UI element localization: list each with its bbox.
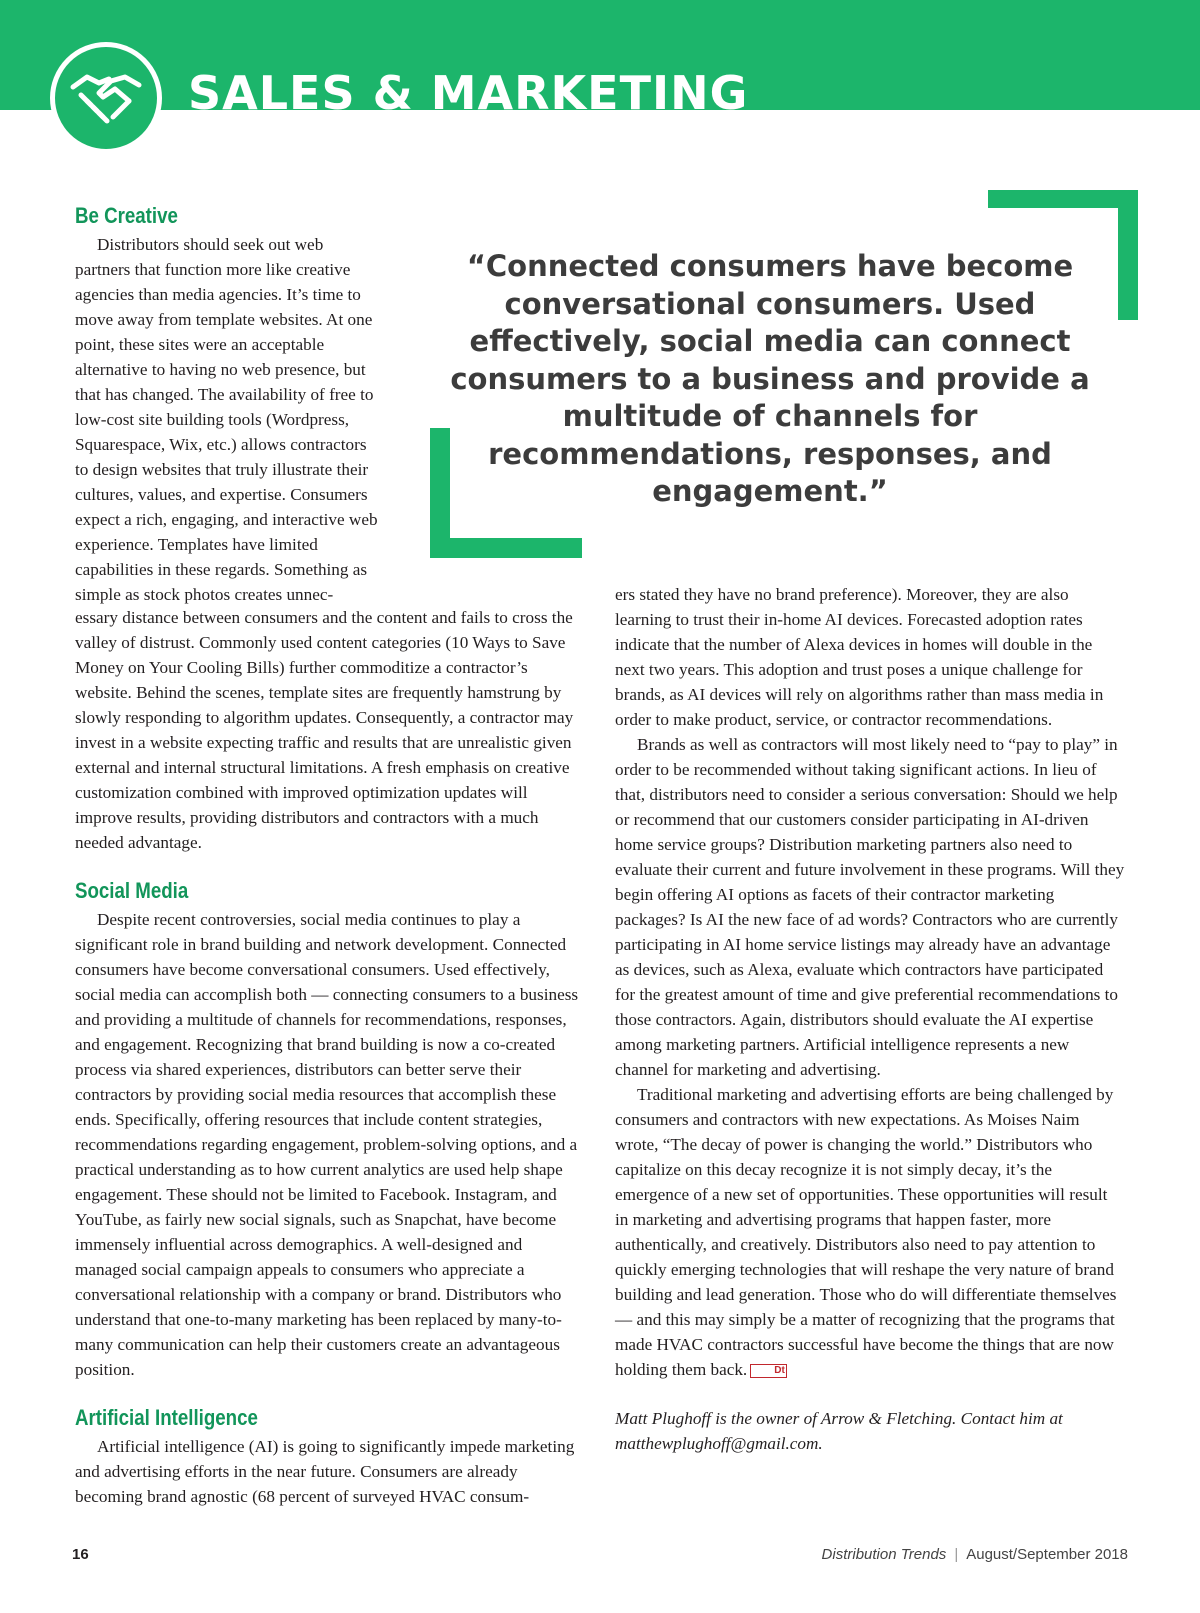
end-mark-dt: Dt xyxy=(750,1364,787,1378)
footer-publication xyxy=(822,1546,1128,1563)
body-paragraph: Distributors should seek out web partners that function more like creative agencies than media agencies. It’s time to move away from template websites. At one point, these sites were an acceptable alternative to having no web presence, but that has changed. The availability of free to low-cost site building tools (Wordpress, Squarespace, Wix, etc.) allows contractors to design websites that truly illustrate their cultures, values, and expertise. Consumers expect a rich, engaging, and interactive web experience. Templates have limited capabilities in these regards. Something as simple as stock photos creates unnec- xyxy=(75,235,378,604)
quote-bracket-top xyxy=(1118,190,1138,320)
body-paragraph: Artificial intelligence (AI) is going to significantly impede marketing and advertising efforts in the near future. Consumers are already becoming brand agnostic (68 percent of surveyed HVAC consum- xyxy=(75,1437,575,1506)
footer-separator: | xyxy=(954,1546,959,1563)
pull-quote: “Connected consumers have become conversational consumers. Used effectively, social media can connect consumers to a business and provide a multitude of channels for recommendations, responses, and engagement.” xyxy=(450,249,1090,508)
body-paragraph: ers stated they have no brand preference). Moreover, they are also learning to trust their in-home AI devices. Forecasted adoption rates indicate that the number of Alexa devices in homes will double in the next two years. This adoption and trust poses a unique challenge for brands, as AI devices will rely on algorithms rather than mass media in order to make product, service, or contractor recommendations. xyxy=(615,585,1104,729)
left-column-bottom xyxy=(75,605,585,1509)
body-paragraph: Despite recent controversies, social media continues to play a significant role in brand building and network development. Connected consumers have become conversational consumers. Used effectively, social media can accomplish both — connecting consumers to a business and providing a multitude of channels for recommendations, responses, and engagement. Recognizing that brand building is now a co-created process via shared experiences, distributors can better serve their contractors by providing social media resources that accomplish these ends. Specifically, offering resources that include content strategies, recommendations regarding engagement, problem-solving options, and a practical understanding as to how current analytics are used help shape engagement. These should not be limited to Facebook. Instagram, and YouTube, as fairly new social signals, such as Snapchat, have become immensely influential across demographics. A well-designed and managed social campaign appeals to consumers who appreciate a conversational relationship with a company or brand. Distributors who understand that one-to-many marketing has been replaced by many-to-many communication can help their customers create an advantageous position. xyxy=(75,910,579,1379)
body-paragraph: Brands as well as contractors will most likely need to “pay to play” in order to be recommended without taking significant actions. In lieu of that, distributors need to consider a serious conversation: Should we help or recommend that our customers consider participating in AI-driven home service groups? Distribution marketing partners also need to evaluate their current and future involvement in these programs. Will they begin offering AI options as facets of their contractor marketing packages? Is AI the new face of ad words? Contractors who are currently participating in AI home service listings may already have an advantage as devices, such as Alexa, evaluate which contractors have participated for the greatest amount of time and give preferential recommendations to those contractors. Again, distributors should evaluate the AI expertise among marketing partners. Artificial intelligence represents a new channel for marketing and advertising. xyxy=(615,735,1125,1079)
page-number: 16 xyxy=(72,1546,89,1563)
handshake-icon xyxy=(69,65,143,131)
left-column-top xyxy=(75,202,380,607)
body-paragraph: essary distance between consumers and the content and fails to cross the valley of distrust. Commonly used content categories (10 Ways to Save Money on Your Cooling Bills) further commoditize a contractor’s website. Behind the scenes, template sites are frequently hamstrung by slowly responding to algorithm updates. Consequently, a contractor may invest in a website expecting traffic and results that are unrealistic given external and internal structural limitations. A fresh emphasis on creative customization combined with improved optimization updates will improve results, providing distributors and contractors with a much needed advantage. xyxy=(75,608,574,852)
body-paragraph-text: Traditional marketing and advertising efforts are being challenged by consumers and contractors with new expectations. As Moises Naim wrote, “The decay of power is changing the world.” Distributors who capitalize on this decay recognize it is not simply decay, it’s the emergence of a new set of opportunities. These opportunities will result in marketing and advertising programs that happen faster, more authentically, and creatively. Distributors also need to pay attention to quickly emerging technologies that will reshape the very nature of brand building and lead generation. Those who do will differentiate themselves — and this may simply be a matter of recognizing that the programs that made HVAC contractors successful have become the things that are now holding them back. xyxy=(615,1085,1117,1379)
heading-social-media: Social Media xyxy=(75,878,189,903)
heading-artificial-intelligence: Artificial Intelligence xyxy=(75,1405,258,1430)
publication-name: Distribution Trends xyxy=(821,1546,947,1563)
author-bio: Matt Plughoff is the owner of Arrow & Fletching. Contact him at matthewplughoff@gmail.com. xyxy=(615,1409,1063,1453)
quote-bracket-bottom xyxy=(430,538,582,558)
section-logo xyxy=(50,42,162,154)
quote-bracket-top xyxy=(988,190,1138,208)
heading-be-creative: Be Creative xyxy=(75,203,178,228)
issue-date: August/September 2018 xyxy=(966,1546,1128,1563)
section-title: SALES & MARKETING xyxy=(188,66,749,120)
right-column xyxy=(615,582,1125,1456)
body-paragraph xyxy=(615,1082,1125,1382)
